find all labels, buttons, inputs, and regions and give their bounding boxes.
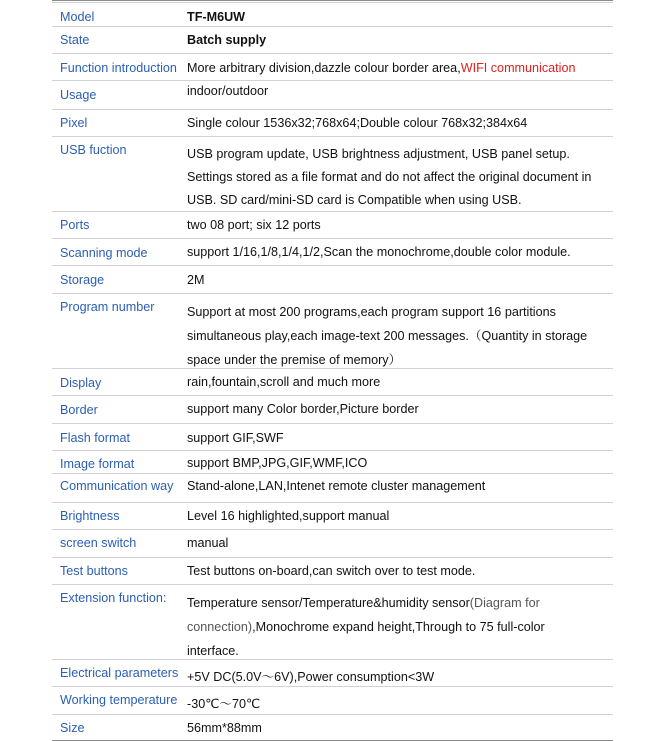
spec-value: TF-M6UW — [187, 10, 246, 24]
spec-label: Flash format — [60, 431, 130, 445]
spec-value-main: ,Monochrome expand height,Through to 75 full-color — [252, 620, 545, 634]
spec-row-display — [52, 368, 613, 396]
spec-value-note: (Diagram for — [469, 596, 540, 610]
spec-value-line: USB program update, USB brightness adjustment, USB panel setup. — [187, 147, 570, 161]
spec-value: +5V DC(5.0V～6V),Power consumption<3W — [187, 670, 435, 684]
spec-row-electrical-parameters — [52, 659, 613, 687]
spec-label: Function introduction — [60, 61, 177, 75]
spec-row-ports — [52, 211, 613, 239]
spec-value — [187, 300, 587, 372]
spec-value — [187, 61, 575, 75]
spec-label: Test buttons — [60, 564, 128, 578]
spec-row-function-introduction — [52, 53, 613, 81]
spec-label: Size — [60, 721, 85, 735]
spec-value-line: space under the premise of memory） — [187, 353, 402, 367]
spec-row-model — [52, 2, 613, 27]
spec-label: Storage — [60, 273, 105, 287]
spec-label: USB fuction — [60, 143, 127, 157]
spec-row-program-number — [52, 293, 613, 369]
spec-row-border — [52, 395, 613, 424]
spec-value: Test buttons on-board,can switch over to test mode. — [187, 564, 476, 578]
spec-label: Brightness — [60, 509, 120, 523]
spec-value-line — [187, 591, 545, 615]
spec-label: Usage — [60, 88, 97, 102]
spec-label: Electrical parameters — [60, 666, 179, 680]
spec-value: Level 16 highlighted,support manual — [187, 509, 390, 523]
top-rule — [52, 0, 613, 1]
spec-row-state — [52, 26, 613, 54]
spec-row-test-buttons — [52, 557, 613, 585]
spec-value: rain,fountain,scroll and much more — [187, 375, 381, 389]
spec-value: support BMP,JPG,GIF,WMF,ICO — [187, 456, 368, 470]
spec-row-usage — [52, 80, 613, 110]
spec-label: Communication way — [60, 479, 174, 493]
spec-row-scanning-mode — [52, 238, 613, 266]
spec-value: indoor/outdoor — [187, 84, 269, 98]
spec-value-line: simultaneous play,each image-text 200 messages.（Quantity in storage — [187, 329, 588, 343]
spec-label: Border — [60, 403, 98, 417]
spec-label: State — [60, 33, 90, 47]
spec-row-flash-format — [52, 423, 613, 451]
spec-row-image-format — [52, 450, 613, 474]
spec-row-brightness — [52, 502, 613, 530]
spec-value-line: interface. — [187, 644, 239, 658]
spec-row-size — [52, 714, 613, 741]
spec-label: screen switch — [60, 536, 137, 550]
spec-value: two 08 port; six 12 ports — [187, 218, 321, 232]
spec-value: support 1/16,1/8,1/4,1/2,Scan the monochrome,double color module. — [187, 245, 571, 259]
spec-value-highlight: WIFI communication — [460, 61, 576, 75]
spec-value — [187, 591, 545, 663]
spec-label: Working temperature — [60, 693, 178, 707]
spec-value-line: Settings stored as a file format and do not affect the original document in — [187, 170, 592, 184]
spec-label: Display — [60, 376, 102, 390]
spec-row-usb-function — [52, 136, 613, 212]
spec-value: manual — [187, 536, 229, 550]
spec-row-extension-function — [52, 584, 613, 660]
spec-value-main: More arbitrary division,dazzle colour border area, — [187, 61, 461, 75]
spec-value: 2M — [187, 273, 205, 287]
spec-label: Image format — [60, 457, 135, 471]
spec-value-main: Temperature sensor/Temperature&humidity sensor — [187, 596, 470, 610]
spec-value-line — [187, 615, 545, 639]
spec-value — [187, 143, 591, 212]
spec-row-storage — [52, 265, 613, 294]
spec-value: Batch supply — [187, 33, 267, 47]
spec-row-communication-way — [52, 473, 613, 503]
spec-label: Extension function: — [60, 591, 167, 605]
spec-row-working-temperature — [52, 686, 613, 715]
spec-value-line: Support at most 200 programs,each program support 16 partitions — [187, 305, 556, 319]
spec-label: Ports — [60, 218, 90, 232]
spec-row-pixel — [52, 109, 613, 137]
spec-value: 56mm*88mm — [187, 721, 262, 735]
spec-value-line: USB. SD card/mini-SD card is Compatible when using USB. — [187, 193, 522, 207]
spec-label: Scanning mode — [60, 246, 148, 260]
spec-value: support GIF,SWF — [187, 431, 284, 445]
spec-row-screen-switch — [52, 529, 613, 558]
spec-value-note: connection) — [187, 620, 253, 634]
spec-label: Pixel — [60, 116, 88, 130]
spec-value: -30℃～70℃ — [187, 697, 261, 711]
spec-value: Stand-alone,LAN,Intenet remote cluster management — [187, 479, 486, 493]
spec-value: support many Color border,Picture border — [187, 402, 419, 416]
spec-label: Model — [60, 10, 95, 24]
spec-label: Program number — [60, 300, 155, 314]
spec-value: Single colour 1536x32;768x64;Double colour 768x32;384x64 — [187, 116, 528, 130]
